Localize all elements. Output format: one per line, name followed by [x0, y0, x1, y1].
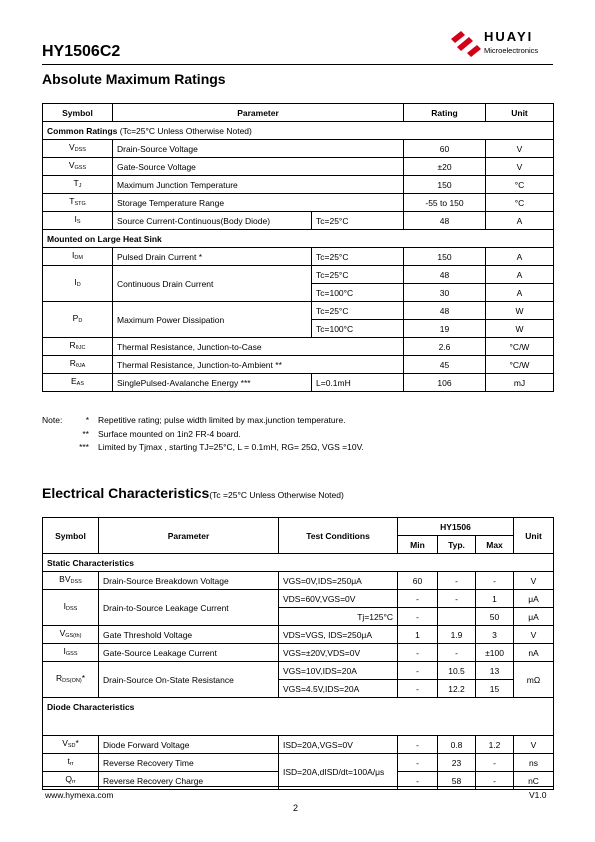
rating-cell: 48 — [404, 212, 486, 230]
symbol-cell: $V_{GS(th)}$ — [43, 626, 99, 644]
condition-cell: VGS=±20V,VDS=0V — [279, 644, 398, 662]
unit-cell: V — [486, 140, 554, 158]
condition-cell: ISD=20A,dISD/dt=100A/μs — [279, 754, 398, 790]
parameter-cell: Drain-Source On-State Resistance — [99, 662, 279, 698]
unit-cell: V — [486, 158, 554, 176]
condition-cell: VGS=0V,IDS=250μA — [279, 572, 398, 590]
unit-cell: A — [486, 266, 554, 284]
col-symbol: Symbol — [43, 104, 113, 122]
abs-max-header-row — [43, 104, 554, 122]
unit-cell: A — [486, 248, 554, 266]
table-row — [43, 736, 554, 754]
header-rule — [42, 64, 553, 65]
max-cell: 15 — [476, 680, 514, 698]
col-unit: Unit — [486, 104, 554, 122]
table-row — [43, 590, 554, 608]
section-common-ratings — [43, 122, 554, 140]
symbol-cell: $Q_{rr}$ — [43, 772, 99, 790]
rating-cell: 48 — [404, 302, 486, 320]
min-cell: - — [398, 772, 438, 790]
parameter-cell: Thermal Resistance, Junction-to-Case — [113, 338, 404, 356]
condition-cell: L=0.1mH — [312, 374, 404, 392]
max-cell: - — [476, 772, 514, 790]
unit-cell: V — [514, 572, 554, 590]
parameter-cell: Drain-Source Breakdown Voltage — [99, 572, 279, 590]
col-test-conditions: Test Conditions — [279, 518, 398, 554]
parameter-cell: Reverse Recovery Charge — [99, 772, 279, 790]
table-row — [43, 356, 554, 374]
unit-cell: mΩ — [514, 662, 554, 698]
typ-cell — [438, 608, 476, 626]
note-mark: * — [85, 415, 89, 425]
min-cell: - — [398, 590, 438, 608]
col-min: Min — [398, 536, 438, 554]
typ-cell: 10.5 — [438, 662, 476, 680]
min-cell: - — [398, 662, 438, 680]
condition-cell: Tc=100°C — [312, 284, 404, 302]
page-number: 2 — [293, 803, 299, 813]
parameter-cell: Gate-Source Leakage Current — [99, 644, 279, 662]
col-device: HY1506 — [398, 518, 514, 536]
unit-cell: °C/W — [486, 356, 554, 374]
note-item — [42, 428, 364, 442]
max-cell: 1 — [476, 590, 514, 608]
unit-cell: mJ — [486, 374, 554, 392]
note-lead: Note: — [42, 415, 63, 425]
min-cell: 1 — [398, 626, 438, 644]
unit-cell: °C/W — [486, 338, 554, 356]
min-cell: - — [398, 754, 438, 772]
parameter-cell: Maximum Junction Temperature — [113, 176, 404, 194]
unit-cell: W — [486, 302, 554, 320]
unit-cell: ns — [514, 754, 554, 772]
unit-cell: A — [486, 212, 554, 230]
symbol-cell: $I_{GSS}$ — [43, 644, 99, 662]
elec-title-note: (Tc =25°C Unless Otherwise Noted) — [209, 490, 344, 500]
max-cell: - — [476, 754, 514, 772]
unit-cell: W — [486, 320, 554, 338]
parameter-cell: Continuous Drain Current — [113, 266, 312, 302]
typ-cell: 12.2 — [438, 680, 476, 698]
max-cell: 50 — [476, 608, 514, 626]
symbol-cell: $V_{GSS}$ — [43, 158, 113, 176]
parameter-cell: Thermal Resistance, Junction-to-Ambient ** — [113, 356, 404, 374]
section-title: Static Characteristics — [43, 554, 554, 572]
max-cell: ±100 — [476, 644, 514, 662]
min-cell: - — [398, 644, 438, 662]
condition-cell: Tc=25°C — [312, 248, 404, 266]
table-row — [43, 572, 554, 590]
elec-title: Electrical Characteristics(Tc =25°C Unless Otherwise Noted) — [42, 485, 344, 501]
parameter-cell: Drain-Source Voltage — [113, 140, 404, 158]
min-cell: 60 — [398, 572, 438, 590]
footer-version: V1.0 — [529, 790, 547, 800]
part-number: HY1506C2 — [42, 43, 121, 60]
condition-cell: VGS=10V,IDS=20A — [279, 662, 398, 680]
condition-cell: VDS=VGS, IDS=250μA — [279, 626, 398, 644]
parameter-cell: Gate Threshold Voltage — [99, 626, 279, 644]
notes-block — [42, 414, 364, 455]
rating-cell: 30 — [404, 284, 486, 302]
rating-cell: 150 — [404, 248, 486, 266]
col-unit: Unit — [514, 518, 554, 554]
brand-subtitle: Microelectronics — [484, 46, 539, 55]
unit-cell: μA — [514, 590, 554, 608]
condition-cell: ISD=20A,VGS=0V — [279, 736, 398, 754]
rating-cell: 45 — [404, 356, 486, 374]
unit-cell: V — [514, 736, 554, 754]
symbol-cell: $t_{rr}$ — [43, 754, 99, 772]
table-row — [43, 158, 554, 176]
min-cell: - — [398, 736, 438, 754]
rating-cell: 150 — [404, 176, 486, 194]
parameter-cell: Source Current-Continuous(Body Diode) — [113, 212, 312, 230]
table-row — [43, 374, 554, 392]
unit-cell: V — [514, 626, 554, 644]
table-row — [43, 754, 554, 772]
symbol-cell: $I_D$ — [43, 266, 113, 302]
symbol-cell: $V_{SD}*$ — [43, 736, 99, 754]
section-heat-sink — [43, 230, 554, 248]
condition-cell: Tc=100°C — [312, 320, 404, 338]
symbol-cell: $E_{AS}$ — [43, 374, 113, 392]
table-row — [43, 626, 554, 644]
symbol-cell: $BV_{DSS}$ — [43, 572, 99, 590]
condition-cell: VGS=4.5V,IDS=20A — [279, 680, 398, 698]
elec-header-row — [43, 518, 554, 536]
symbol-cell: $R_{\theta JA}$ — [43, 356, 113, 374]
max-cell: 13 — [476, 662, 514, 680]
rating-cell: 48 — [404, 266, 486, 284]
table-row — [43, 248, 554, 266]
symbol-cell: $I_{DM}$ — [43, 248, 113, 266]
typ-cell: - — [438, 644, 476, 662]
rating-cell: ±20 — [404, 158, 486, 176]
table-row — [43, 644, 554, 662]
section-title: Mounted on Large Heat Sink — [43, 230, 554, 248]
section-diode — [43, 698, 554, 736]
elec-table — [42, 517, 554, 790]
note-text: Surface mounted on 1in2 FR-4 board. — [98, 428, 241, 439]
unit-cell: °C — [486, 194, 554, 212]
rating-cell: 60 — [404, 140, 486, 158]
table-row — [43, 176, 554, 194]
symbol-cell: $T_{STG}$ — [43, 194, 113, 212]
col-typ: Typ. — [438, 536, 476, 554]
table-row — [43, 212, 554, 230]
symbol-cell: $I_{DSS}$ — [43, 590, 99, 626]
note-mark: ** — [82, 428, 89, 439]
condition-cell: Tj=125°C — [279, 608, 398, 626]
min-cell: - — [398, 680, 438, 698]
rating-cell: 19 — [404, 320, 486, 338]
col-max: Max — [476, 536, 514, 554]
footer-rule — [42, 786, 553, 787]
parameter-cell: Pulsed Drain Current * — [113, 248, 312, 266]
typ-cell: 23 — [438, 754, 476, 772]
condition-cell: Tc=25°C — [312, 266, 404, 284]
table-row — [43, 302, 554, 320]
unit-cell: μA — [514, 608, 554, 626]
unit-cell: nC — [514, 772, 554, 790]
abs-max-title: Absolute Maximum Ratings — [42, 71, 226, 87]
col-symbol: Symbol — [43, 518, 99, 554]
note-text: Limited by Tjmax , starting TJ=25°C, L = 0.1mH, RG= 25Ω, VGS =10V. — [98, 442, 364, 452]
section-title: Diode Characteristics — [43, 698, 554, 736]
condition-cell: Tc=25°C — [312, 212, 404, 230]
symbol-cell: $R_{DS(ON)}*$ — [43, 662, 99, 698]
abs-max-table — [42, 103, 554, 392]
table-row — [43, 194, 554, 212]
unit-cell: nA — [514, 644, 554, 662]
max-cell: 3 — [476, 626, 514, 644]
parameter-cell: Diode Forward Voltage — [99, 736, 279, 754]
parameter-cell: Reverse Recovery Time — [99, 754, 279, 772]
condition-cell: VDS=60V,VGS=0V — [279, 590, 398, 608]
section-static — [43, 554, 554, 572]
table-row — [43, 140, 554, 158]
min-cell: - — [398, 608, 438, 626]
symbol-cell: $P_D$ — [43, 302, 113, 338]
footer-url[interactable]: www.hymexa.com — [45, 790, 114, 800]
parameter-cell: Gate-Source Voltage — [113, 158, 404, 176]
note-mark: *** — [79, 442, 89, 452]
parameter-cell: SinglePulsed-Avalanche Energy *** — [113, 374, 312, 392]
table-row — [43, 266, 554, 284]
parameter-cell: Storage Temperature Range — [113, 194, 404, 212]
note-item — [42, 414, 364, 428]
note-text: Repetitive rating; pulse width limited by max.junction temperature. — [98, 415, 346, 425]
table-row — [43, 662, 554, 680]
unit-cell: °C — [486, 176, 554, 194]
col-parameter: Parameter — [99, 518, 279, 554]
note-item — [42, 441, 364, 455]
col-parameter: Parameter — [113, 104, 404, 122]
symbol-cell: $T_J$ — [43, 176, 113, 194]
rating-cell: 2.6 — [404, 338, 486, 356]
symbol-cell: $R_{\theta JC}$ — [43, 338, 113, 356]
parameter-cell: Drain-to-Source Leakage Current — [99, 590, 279, 626]
rating-cell: -55 to 150 — [404, 194, 486, 212]
symbol-cell: $I_S$ — [43, 212, 113, 230]
table-row — [43, 338, 554, 356]
max-cell: - — [476, 572, 514, 590]
typ-cell: 1.9 — [438, 626, 476, 644]
condition-cell: Tc=25°C — [312, 302, 404, 320]
col-rating: Rating — [404, 104, 486, 122]
section-title: Common Ratings — [47, 125, 118, 136]
section-note: (Tc=25°C Unless Otherwise Noted) — [117, 125, 252, 136]
max-cell: 1.2 — [476, 736, 514, 754]
symbol-cell: $V_{DSS}$ — [43, 140, 113, 158]
typ-cell: 0.8 — [438, 736, 476, 754]
rating-cell: 106 — [404, 374, 486, 392]
typ-cell: - — [438, 590, 476, 608]
typ-cell: 58 — [438, 772, 476, 790]
brand-name: HUAYI — [484, 29, 534, 44]
unit-cell: A — [486, 284, 554, 302]
parameter-cell: Maximum Power Dissipation — [113, 302, 312, 338]
typ-cell: - — [438, 572, 476, 590]
